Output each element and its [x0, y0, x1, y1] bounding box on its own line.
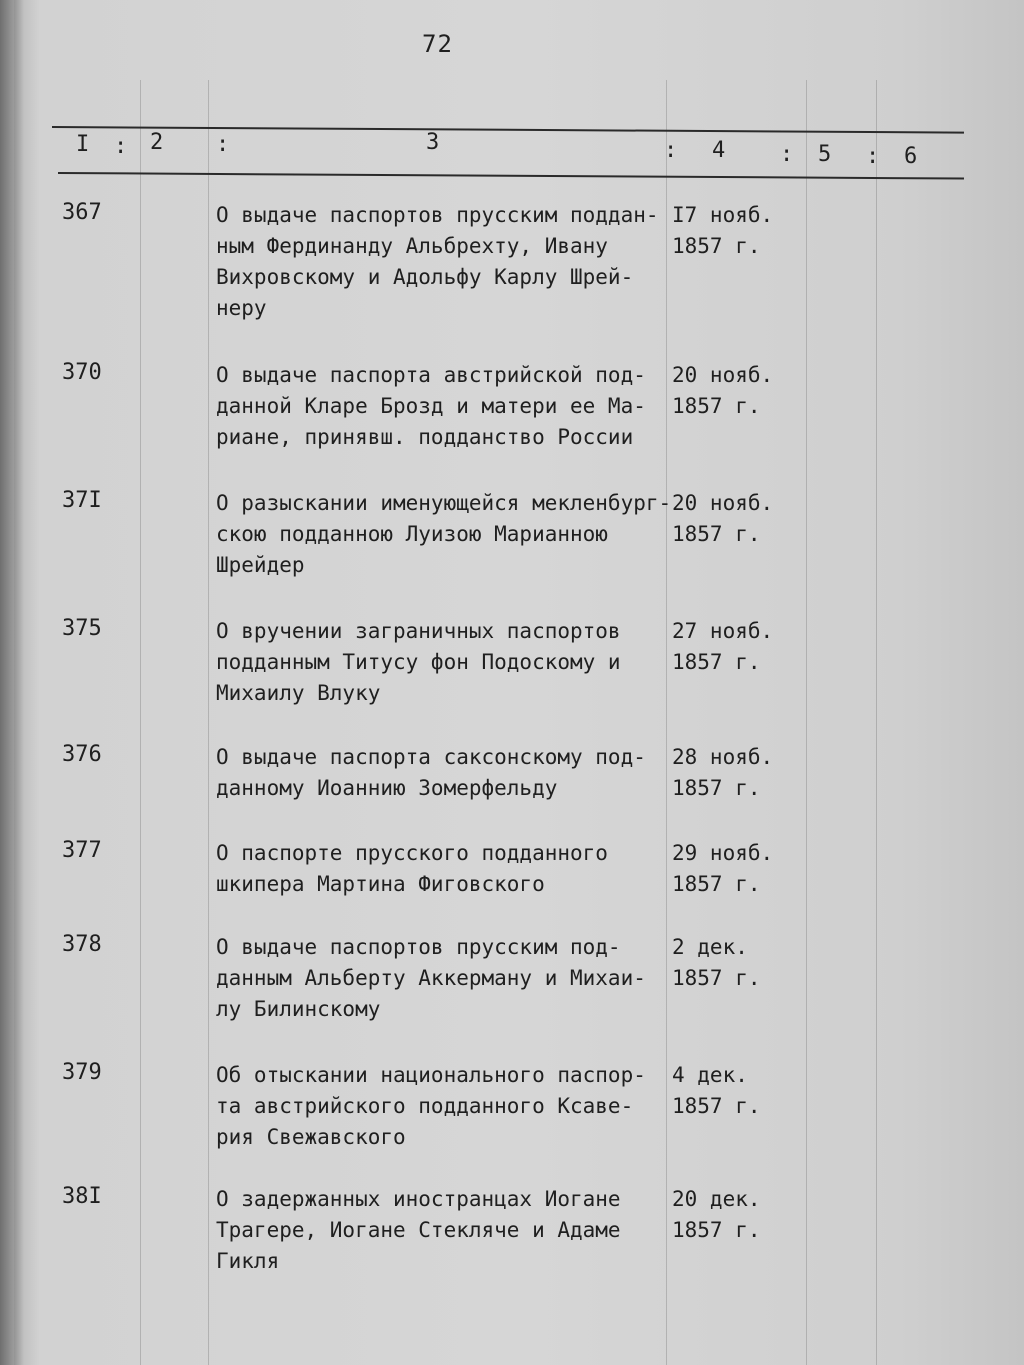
entry-date: 28 нояб. 1857 г.	[672, 745, 774, 800]
column-separator: :	[866, 144, 880, 169]
column-divider	[876, 80, 877, 1365]
entry-date: 2 дек. 1857 г.	[672, 935, 761, 990]
entry-description: О паспорте прусского подданного шкипера Мартина Фиговского	[216, 841, 608, 896]
column-divider	[666, 80, 667, 1365]
entry-date: 27 нояб. 1857 г.	[672, 619, 774, 674]
entry-number: 379	[62, 1060, 102, 1085]
entry-number: 375	[62, 616, 102, 641]
entry-description: О вручении заграничных паспортов подданным Титусу фон Подоскому и Михаилу Влуку	[216, 619, 621, 705]
column-header-6: 6	[904, 144, 918, 169]
entry-description: О выдаче паспортов прусским под- данным Альберту Аккерману и Михаи- лу Билинскому	[216, 935, 646, 1021]
entry-number: 367	[62, 200, 102, 225]
entry-number: 377	[62, 838, 102, 863]
binding-shadow	[14, 0, 24, 1365]
binding-edge	[0, 0, 14, 1365]
entry-number: 376	[62, 742, 102, 767]
entry-date: 29 нояб. 1857 г.	[672, 841, 774, 896]
entry-description: О выдаче паспортов прусским поддан- ным Фердинанду Альбрехту, Ивану Вихровскому и Адольфу Карлу Шрей- неру	[216, 203, 659, 320]
entry-description: Об отыскании национального паспор- та австрийского подданного Ксаве- рия Свежавского	[216, 1063, 646, 1149]
column-header-4: 4	[712, 138, 726, 163]
column-header-5: 5	[818, 142, 832, 167]
column-divider	[140, 80, 141, 1365]
page-number: 72	[422, 30, 453, 58]
column-header-3: 3	[426, 130, 440, 155]
column-header-row	[0, 128, 1024, 172]
column-divider	[208, 80, 209, 1365]
column-separator: :	[780, 142, 794, 167]
column-separator: :	[664, 138, 678, 163]
entry-date: 20 дек. 1857 г.	[672, 1187, 761, 1242]
entry-description: О выдаче паспорта австрийской под- данной Кларе Брозд и матери ее Ма- риане, принявш. подданство России	[216, 363, 646, 449]
column-separator: :	[114, 134, 128, 159]
column-header-2: 2	[150, 130, 164, 155]
entry-date: 20 нояб. 1857 г.	[672, 363, 774, 418]
entry-number: 378	[62, 932, 102, 957]
entry-description: О выдаче паспорта саксонскому под- данному Иоаннию Зомерфельду	[216, 745, 646, 800]
entry-description: О задержанных иностранцах Иогане Трагере, Иогане Стекляче и Адаме Гикля	[216, 1187, 621, 1273]
column-divider	[806, 80, 807, 1365]
entry-date: 20 нояб. 1857 г.	[672, 491, 774, 546]
header-bottom-rule	[58, 172, 964, 180]
entry-number: 37I	[62, 488, 102, 513]
entry-date: I7 нояб. 1857 г.	[672, 203, 774, 258]
entry-date: 4 дек. 1857 г.	[672, 1063, 761, 1118]
entry-description: О разыскании именующейся мекленбург- скою подданною Луизою Марианною Шрейдер	[216, 491, 672, 577]
entry-number: 38I	[62, 1184, 102, 1209]
column-separator: :	[216, 132, 230, 157]
column-header-1: I	[76, 132, 90, 157]
entry-number: 370	[62, 360, 102, 385]
